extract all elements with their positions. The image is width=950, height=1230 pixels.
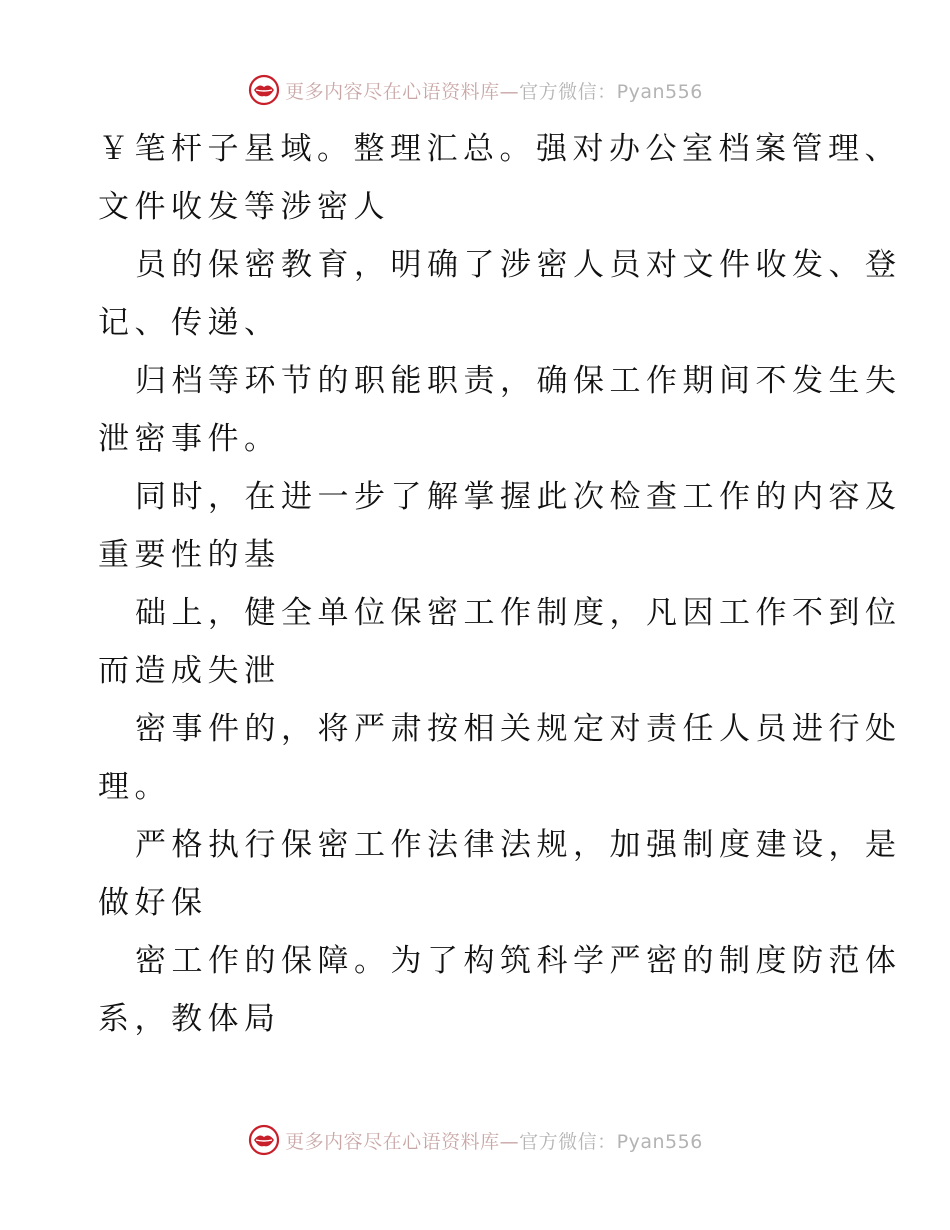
footer-wechat-text: 官方微信：Pyan556 [519,1130,703,1153]
text-line: 做好保 [98,885,208,921]
text-line: 密事件的，将严肃按相关规定对责任人员进行处 [135,711,902,747]
footer-text [285,1127,703,1154]
text-line: 记、传递、 [98,305,281,341]
footer-site-text: 更多内容尽在心语资料库— [285,1130,520,1153]
text-line: ￥笔杆子星域。整理汇总。强对办公室档案管理、 [98,131,901,167]
text-line: 严格执行保密工作法律法规，加强制度建设，是 [135,827,902,863]
text-line: 密工作的保障。为了构筑科学严密的制度防范体 [135,943,902,979]
header-watermark [0,70,950,110]
text-line: 重要性的基 [98,537,281,573]
header-wechat-text: 官方微信：Pyan556 [519,80,703,103]
lips-logo-icon [247,73,281,107]
text-line: 归档等环节的职能职责，确保工作期间不发生失 [135,363,902,399]
text-line: 文件收发等涉密人 [98,189,390,225]
lips-logo-icon [247,1123,281,1157]
text-line: 系，教体局 [98,1001,281,1037]
text-line: 员的保密教育，明确了涉密人员对文件收发、登 [135,247,902,283]
footer-watermark [0,1120,950,1160]
document-body [98,120,902,1048]
text-line: 泄密事件。 [98,421,281,457]
text-line: 同时，在进一步了解掌握此次检查工作的内容及 [135,479,902,515]
text-line: 理。 [98,769,171,805]
text-line: 础上，健全单位保密工作制度，凡因工作不到位 [135,595,902,631]
text-line: 而造成失泄 [98,653,281,689]
header-text [285,77,703,104]
header-site-text: 更多内容尽在心语资料库— [285,80,520,103]
